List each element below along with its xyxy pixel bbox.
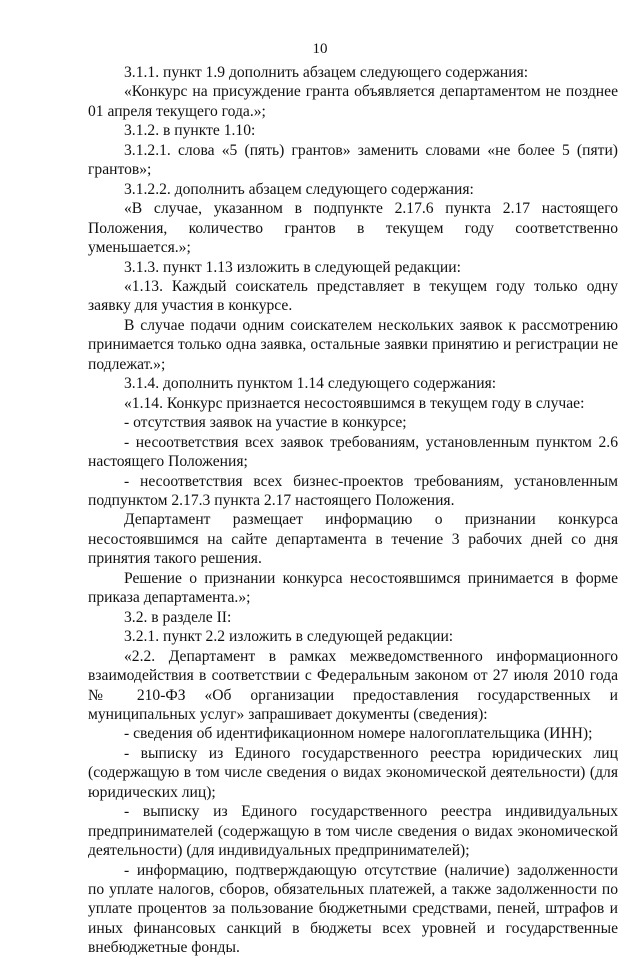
paragraph-3-1-2-2: 3.1.2.2. дополнить абзацем следующего содержания: [124,180,474,198]
paragraph-quote-1-14: «1.14. Конкурс признается несостоявшимся в текущем году в случае: [124,394,585,412]
list-item-egrul: - выписку из Единого государственного реестра юридических лиц (содержащую в том числе сведения о видах экономической деятельности) (для юридических лиц); [88,744,618,801]
paragraph-3-1-3: 3.1.3. пункт 1.13 изложить в следующей редакции: [124,258,461,276]
paragraph-quote-1-13: «1.13. Каждый соискатель представляет в текущем году только одну заявку для участия в конкурсе. [88,277,618,315]
paragraph-3-1-1: 3.1.1. пункт 1.9 дополнить абзацем следующего содержания: [124,64,529,81]
paragraph-3-2-1: 3.2.1. пункт 2.2 изложить в следующей редакции: [124,628,454,646]
list-item-inn: - сведения об идентификационном номере налогоплательщика (ИНН); [124,725,593,743]
list-item-no-applications: - отсутствия заявок на участие в конкурсе; [124,414,407,432]
paragraph-department-publishes: Департамент размещает информацию о признании конкурса несостоявшимся на сайте департамента в течение 3 рабочих дней со дня принятия такого решения. [88,511,618,568]
list-item-applications-mismatch: - несоответствия всех заявок требованиям, установленным пунктом 2.6 настоящего Положения; [88,433,618,471]
paragraph-3-2: 3.2. в разделе II: [124,608,232,626]
paragraph-quote-2-17-6: «В случае, указанном в подпункте 2.17.6 пункта 2.17 настоящего Положения, количество грантов в текущем году соответственно уменьшается.»; [88,200,618,257]
paragraph-3-1-2: 3.1.2. в пункте 1.10: [124,122,256,140]
paragraph-3-1-2-1: 3.1.2.1. слова «5 (пять) грантов» заменить словами «не более 5 (пяти) грантов»; [88,141,618,179]
list-item-business-projects-mismatch: - несоответствия всех бизнес-проектов требованиям, установленным подпунктом 2.17.3 пункта 2.17 настоящего Положения. [88,472,618,509]
paragraph-multiple-applications: В случае подачи одним соискателем нескольких заявок к рассмотрению принимается только одна заявка, остальные заявки принятию и регистрации не подлежат.»; [88,316,618,373]
list-item-egrip: - выписку из Единого государственного реестра индивидуальных предпринимателей (содержащую в том числе сведения о видах экономической деятельности) (для индивидуальных предпринимателей); [88,803,618,860]
paragraph-3-1-4: 3.1.4. дополнить пунктом 1.14 следующего содержания: [124,375,497,393]
paragraph-decision-order: Решение о признании конкурса несостоявшимся принимается в форме приказа департамента.»; [88,569,618,607]
list-item-debt-info: - информацию, подтверждающую отсутствие (наличие) задолженности по уплате налогов, сборов, обязательных платежей, а также задолженности по уплате процентов за пользование бюджетными средствами, пеней, штрафов и иных финансовых санкций в бюджеты всех уровней и государственные внебюджетные фонды. [88,861,618,957]
page-number: 10 [312,41,328,57]
paragraph-quote-2-2: «2.2. Департамент в рамках межведомственного информационного взаимодействия в соответствии с Федеральным законом от 27 июля 2010 года № 210-ФЗ «Об организации предоставления государственных и муниципальных услуг» запрашивает документы (сведения): [88,647,618,723]
paragraph-quote-1-9: «Конкурс на присуждение гранта объявляется департаментом не позднее 01 апреля текущего года.»; [88,83,618,120]
document-body [88,63,618,958]
